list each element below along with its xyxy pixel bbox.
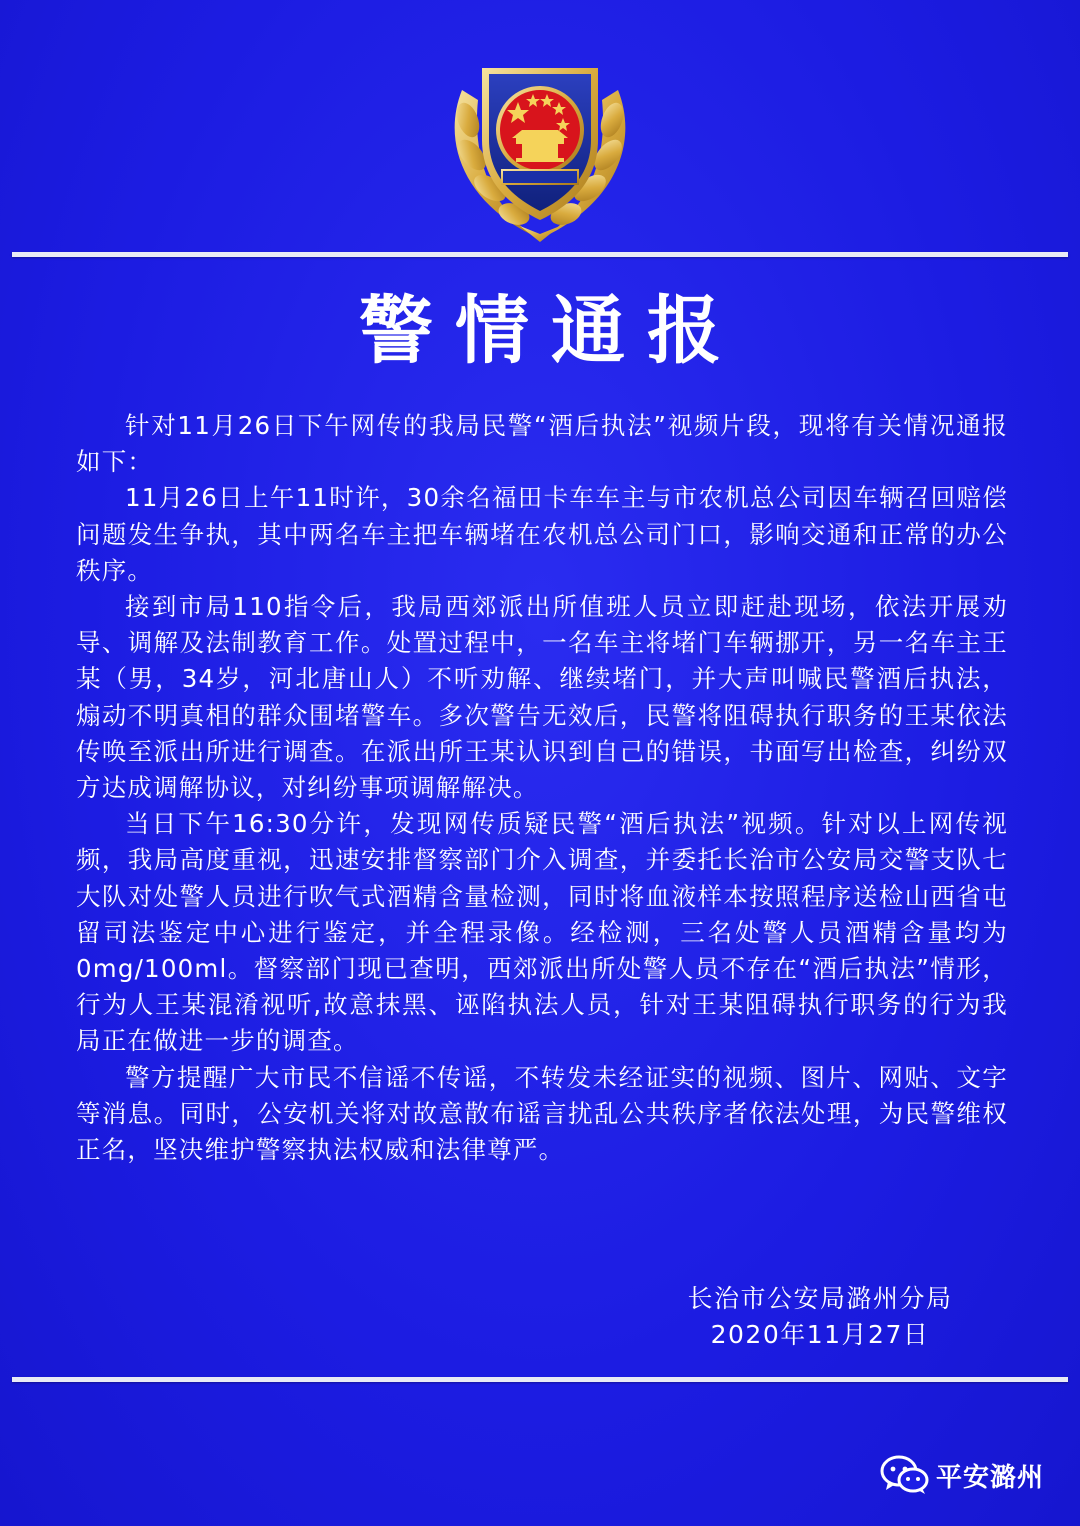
page-title: 警情通报 (359, 288, 743, 374)
wechat-account-watermark (880, 1450, 1070, 1500)
account-name: 平安潞州 (936, 1462, 1045, 1493)
paragraph-reminder: 警方提醒广大市民不信谣不传谣，不转发未经证实的视频、图片、网贴、文字等消息。同时，公安机关将对故意散布谣言扰乱公共秩序者依法处理，为民警维权正名，坚决维护警察执法权威和法律尊严。 (76, 1062, 1008, 1165)
paragraph-response: 接到市局110指令后，我局西郊派出所值班人员立即赶赴现场，依法开展劝导、调解及法制教育工作。处置过程中，一名车主将堵门车辆挪开，另一名车主王某（男，34岁，河北唐山人）不听劝解、继续堵门，并大声叫喊民警酒后执法，煽动不明真相的群众围堵警车。多次警告无效后，民警将阻碍执行职务的王某依法传唤至派出所进行调查。在派出所王某认识到自己的错误，书面写出检查，纠纷双方达成调解协议，对纠纷事项调解解决。 (76, 592, 1008, 803)
paragraph-investigation: 当日下午16:30分许，发现网传质疑民警“酒后执法”视频。针对以上网传视频，我局高度重视，迅速安排督察部门介入调查，并委托长治市公安局交警支队七大队对处警人员进行吹气式酒精含量检测，同时将血液样本按照程序送检山西省屯留司法鉴定中心进行鉴定，并全程录像。经检测，三名处警人员酒精含量均为0mg/100ml。督察部门现已查明，西郊派出所处警人员不存在“酒后执法”情形，行为人王某混淆视听,故意抹黑、诬陷执法人员，针对王某阻碍执行职务的行为我局正在做进一步的调查。 (76, 809, 1008, 1056)
wechat-icon (880, 1454, 930, 1496)
paragraph-intro: 针对11月26日下午网传的我局民警“酒后执法”视频片段，现将有关情况通报如下： (76, 411, 1008, 477)
top-divider (12, 252, 1068, 257)
paragraph-incident: 11月26日上午11时许，30余名福田卡车车主与市农机总公司因车辆召回赔偿问题发生争执，其中两名车主把车辆堵在农机总公司门口，影响交通和正常的办公秩序。 (76, 483, 1008, 585)
police-emblem-icon (432, 30, 648, 246)
issue-date: 2020年11月27日 (710, 1320, 930, 1349)
signature-block (640, 1281, 1000, 1353)
bottom-divider (12, 1377, 1068, 1382)
issuer-name: 长治市公安局潞州分局 (687, 1284, 953, 1313)
notice-body (76, 408, 1008, 1168)
